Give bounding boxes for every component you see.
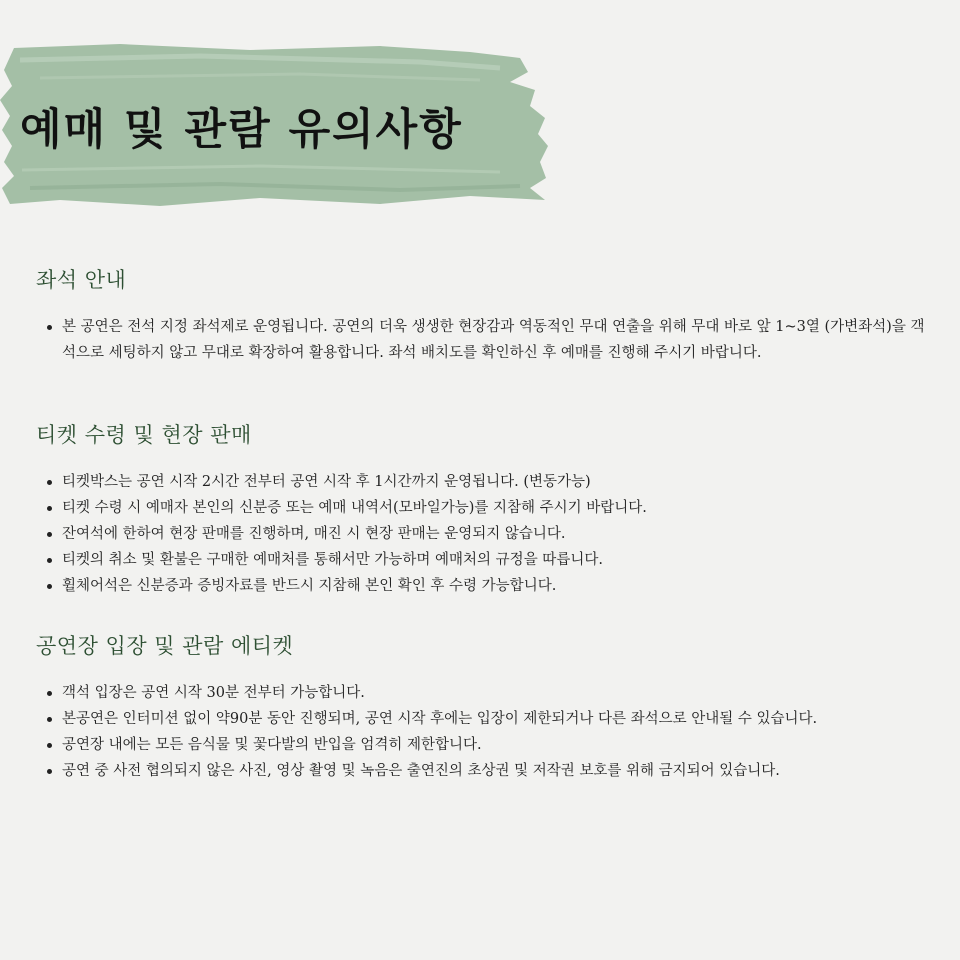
section-seat-guide <box>36 264 926 366</box>
section-heading: 공연장 입장 및 관람 에티켓 <box>36 634 294 658</box>
list-item: 본공연은 인터미션 없이 약90분 동안 진행되며, 공연 시작 후에는 입장이 제한되거나 다른 좌석으로 안내될 수 있습니다. <box>36 706 926 732</box>
list-item: 티켓의 취소 및 환불은 구매한 예매처를 통해서만 가능하며 예매처의 규정을 따릅니다. <box>36 547 926 573</box>
section-heading: 티켓 수령 및 현장 판매 <box>36 423 252 447</box>
section-heading: 좌석 안내 <box>36 268 127 292</box>
list-item: 잔여석에 한하여 현장 판매를 진행하며, 매진 시 현장 판매는 운영되지 않습니다. <box>36 521 926 547</box>
page-title: 예매 및 관람 유의사항 <box>20 105 463 155</box>
list-item: 공연 중 사전 협의되지 않은 사진, 영상 촬영 및 녹음은 출연진의 초상권 및 저작권 보호를 위해 금지되어 있습니다. <box>36 758 926 784</box>
list-item: 티켓박스는 공연 시작 2시간 전부터 공연 시작 후 1시간까지 운영됩니다. (변동가능) <box>36 469 926 495</box>
section-ticket-pickup <box>36 419 926 599</box>
bullet-list <box>36 680 926 784</box>
list-item: 휠체어석은 신분증과 증빙자료를 반드시 지참해 본인 확인 후 수령 가능합니다. <box>36 573 926 599</box>
list-item: 본 공연은 전석 지정 좌석제로 운영됩니다. 공연의 더욱 생생한 현장감과 역동적인 무대 연출을 위해 무대 바로 앞 1~3열 (가변좌석)을 객석으로 세팅하지 않고 무대로 확장하여 활용합니다. 좌석 배치도를 확인하신 후 예매를 진행해 주시기 바랍니다. <box>36 314 926 366</box>
list-item: 공연장 내에는 모든 음식물 및 꽃다발의 반입을 엄격히 제한합니다. <box>36 732 926 758</box>
bullet-list <box>36 314 926 366</box>
list-item: 티켓 수령 시 예매자 본인의 신분증 또는 예매 내역서(모바일가능)를 지참해 주시기 바랍니다. <box>36 495 926 521</box>
section-venue-etiquette <box>36 630 926 784</box>
list-item: 객석 입장은 공연 시작 30분 전부터 가능합니다. <box>36 680 926 706</box>
bullet-list <box>36 469 926 599</box>
